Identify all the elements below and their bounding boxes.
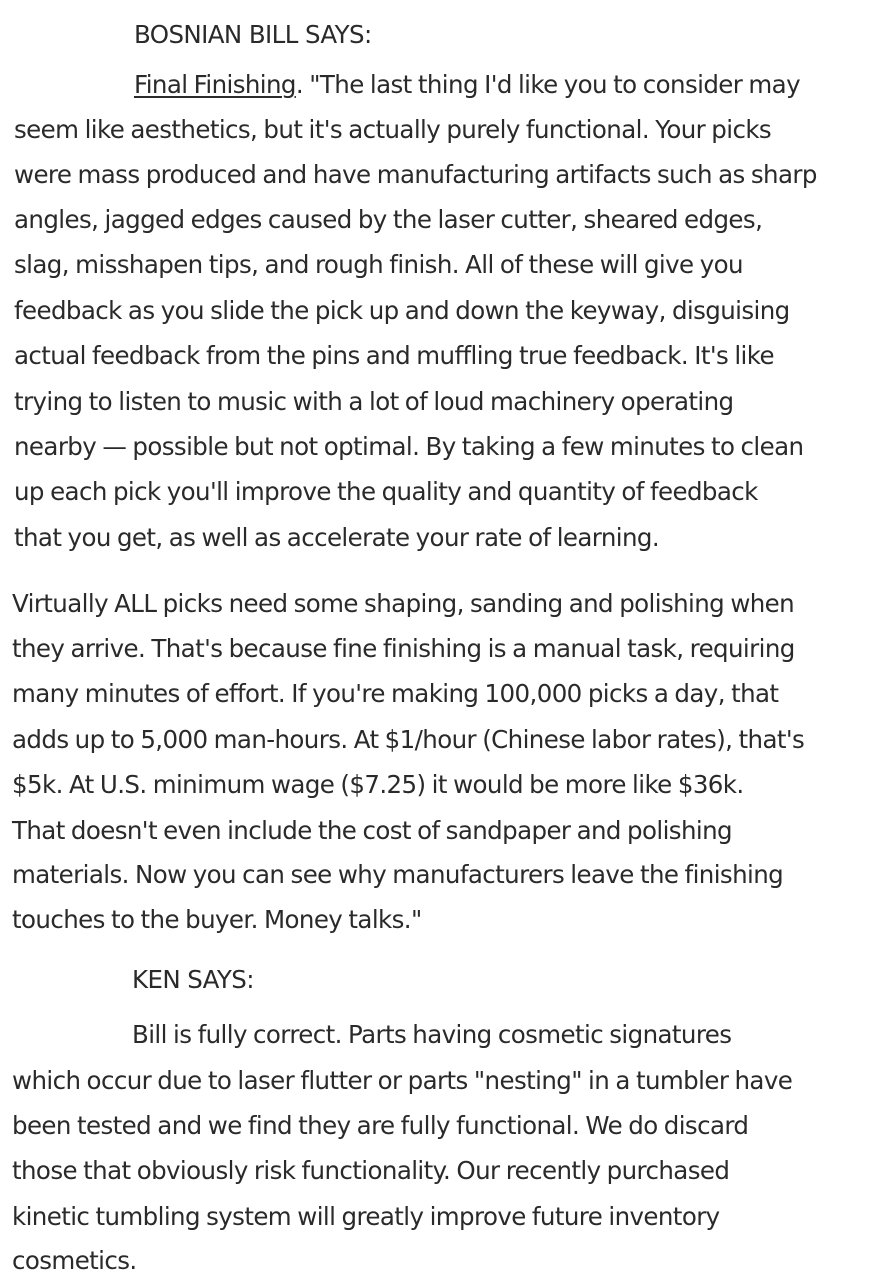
paragraph-line: feedback as you slide the pick up and down the keyway, disguising: [14, 296, 790, 325]
paragraph-line: nearby — possible but not optimal. By taking a few minutes to clean: [14, 432, 804, 461]
paragraph-line: trying to listen to music with a lot of loud machinery operating: [14, 387, 734, 416]
paragraph-line: That doesn't even include the cost of sandpaper and polishing: [12, 816, 732, 845]
paragraph-line: cosmetics.: [12, 1246, 137, 1275]
paragraph-line: many minutes of effort. If you're making 100,000 picks a day, that: [12, 679, 779, 708]
paragraph-line: adds up to 5,000 man-hours. At $1/hour (Chinese labor rates), that's: [12, 725, 805, 754]
paragraph-line: that you get, as well as accelerate your rate of learning.: [14, 523, 660, 552]
paragraph-line: Bill is fully correct. Parts having cosmetic signatures: [132, 1020, 732, 1049]
paragraph-line: been tested and we find they are fully functional. We do discard: [12, 1111, 749, 1140]
paragraph-line: angles, jagged edges caused by the laser cutter, sheared edges,: [14, 205, 763, 234]
paragraph-line: materials. Now you can see why manufacturers leave the finishing: [12, 860, 784, 889]
section-heading-ken: KEN SAYS:: [132, 965, 254, 994]
paragraph-line: Virtually ALL picks need some shaping, sanding and polishing when: [12, 589, 795, 618]
paragraph-line: which occur due to laser flutter or parts "nesting" in a tumbler have: [12, 1066, 793, 1095]
paragraph-line: up each pick you'll improve the quality and quantity of feedback: [14, 477, 758, 506]
paragraph-line: slag, misshapen tips, and rough finish. All of these will give you: [14, 250, 743, 279]
paragraph-line: they arrive. That's because fine finishing is a manual task, requiring: [12, 634, 795, 663]
paragraph-line: those that obviously risk functionality. Our recently purchased: [12, 1156, 730, 1185]
paragraph-line: touches to the buyer. Money talks.": [12, 905, 422, 934]
section-heading-bosnian-bill: BOSNIAN BILL SAYS:: [134, 20, 372, 49]
paragraph-line: [134, 70, 800, 100]
final-finishing-label: Final Finishing: [134, 70, 296, 99]
paragraph-line: actual feedback from the pins and muffling true feedback. It's like: [14, 341, 774, 370]
paragraph-line-text: . "The last thing I'd like you to consider may: [295, 70, 800, 99]
paragraph-line: seem like aesthetics, but it's actually purely functional. Your picks: [14, 115, 772, 144]
paragraph-line: were mass produced and have manufacturing artifacts such as sharp: [14, 160, 817, 189]
paragraph-line: $5k. At U.S. minimum wage ($7.25) it would be more like $36k.: [12, 770, 744, 799]
paragraph-line: kinetic tumbling system will greatly improve future inventory: [12, 1202, 720, 1231]
